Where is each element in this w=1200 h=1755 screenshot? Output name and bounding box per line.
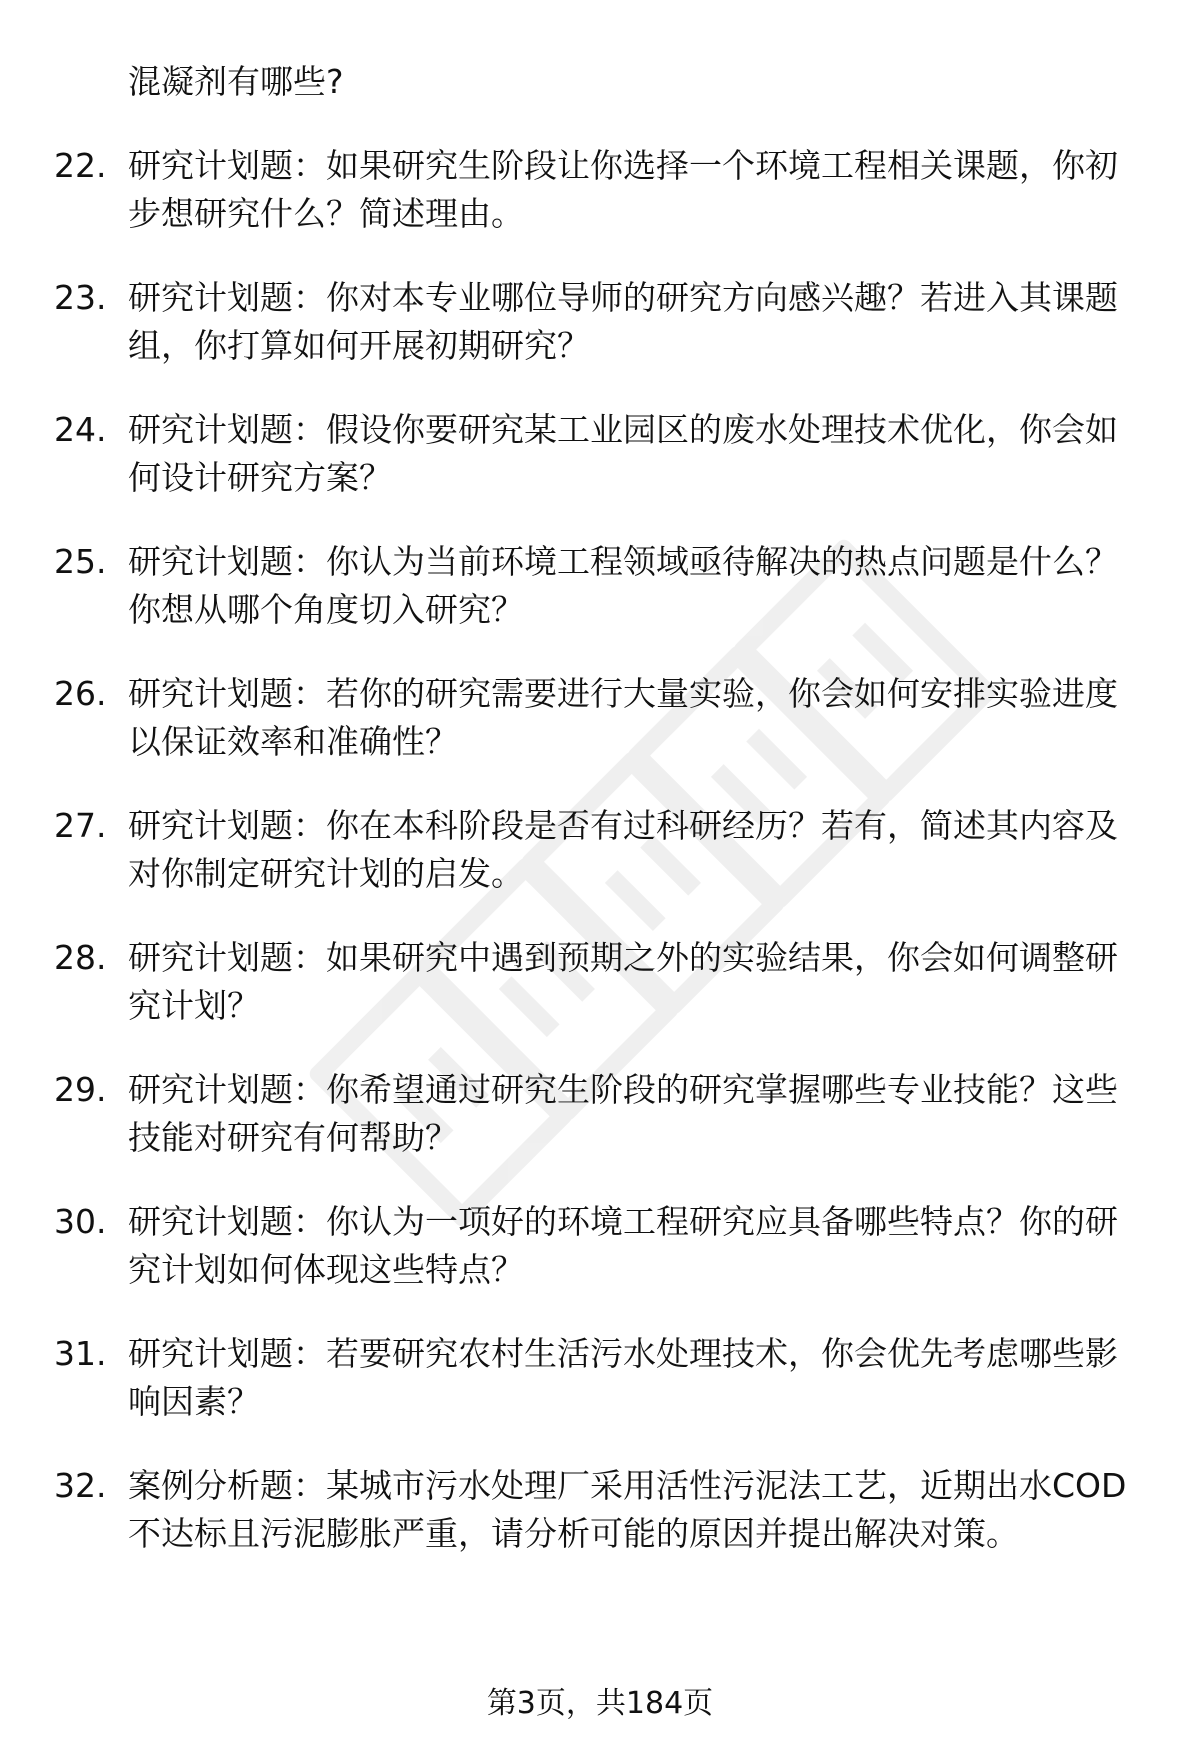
question-number: 30. [54, 1202, 107, 1241]
question-item-24 [0, 406, 1200, 502]
question-text: 研究计划题：如果研究中遇到预期之外的实验结果，你会如何调整研究计划？ [128, 938, 1118, 1025]
question-text: 研究计划题：如果研究生阶段让你选择一个环境工程相关课题，你初步想研究什么？简述理由。 [128, 146, 1118, 233]
question-number: 25. [54, 542, 107, 581]
question-text: 研究计划题：你希望通过研究生阶段的研究掌握哪些专业技能？这些技能对研究有何帮助？ [128, 1070, 1118, 1157]
question-item-26 [0, 670, 1200, 766]
question-text: 研究计划题：你认为当前环境工程领域亟待解决的热点问题是什么？你想从哪个角度切入研究？ [128, 542, 1118, 629]
question-item-28 [0, 934, 1200, 1030]
question-item-27 [0, 802, 1200, 898]
question-number: 29. [54, 1070, 107, 1109]
question-item-23 [0, 274, 1200, 370]
question-list [0, 142, 1200, 1642]
question-item-29 [0, 1066, 1200, 1162]
question-item-31 [0, 1330, 1200, 1426]
question-number: 23. [54, 278, 107, 317]
question-item-25 [0, 538, 1200, 634]
question-text: 研究计划题：你对本专业哪位导师的研究方向感兴趣？若进入其课题组，你打算如何开展初期研究？ [128, 278, 1118, 365]
question-item-30 [0, 1198, 1200, 1294]
question-number: 22. [54, 146, 107, 185]
question-item-22 [0, 142, 1200, 238]
question-number: 24. [54, 410, 107, 449]
question-number: 32. [54, 1466, 107, 1505]
question-number: 28. [54, 938, 107, 977]
question-number: 26. [54, 674, 107, 713]
page-footer: 第3页，共184页 [486, 1686, 714, 1721]
question-number: 31. [54, 1334, 107, 1373]
continued-question-text: 混凝剂有哪些? [128, 62, 344, 101]
question-item-32 [0, 1462, 1200, 1606]
question-text: 案例分析题：某城市污水处理厂采用活性污泥法工艺，近期出水COD不达标且污泥膨胀严重，请分析可能的原因并提出解决对策。 [128, 1466, 1127, 1553]
question-text: 研究计划题：若要研究农村生活污水处理技术，你会优先考虑哪些影响因素？ [128, 1334, 1118, 1421]
question-text: 研究计划题：假设你要研究某工业园区的废水处理技术优化，你会如何设计研究方案？ [128, 410, 1118, 497]
question-text: 研究计划题：若你的研究需要进行大量实验，你会如何安排实验进度以保证效率和准确性？ [128, 674, 1118, 761]
question-text: 研究计划题：你认为一项好的环境工程研究应具备哪些特点？你的研究计划如何体现这些特点？ [128, 1202, 1118, 1289]
question-number: 27. [54, 806, 107, 845]
question-text: 研究计划题：你在本科阶段是否有过科研经历？若有，简述其内容及对你制定研究计划的启发。 [128, 806, 1118, 893]
